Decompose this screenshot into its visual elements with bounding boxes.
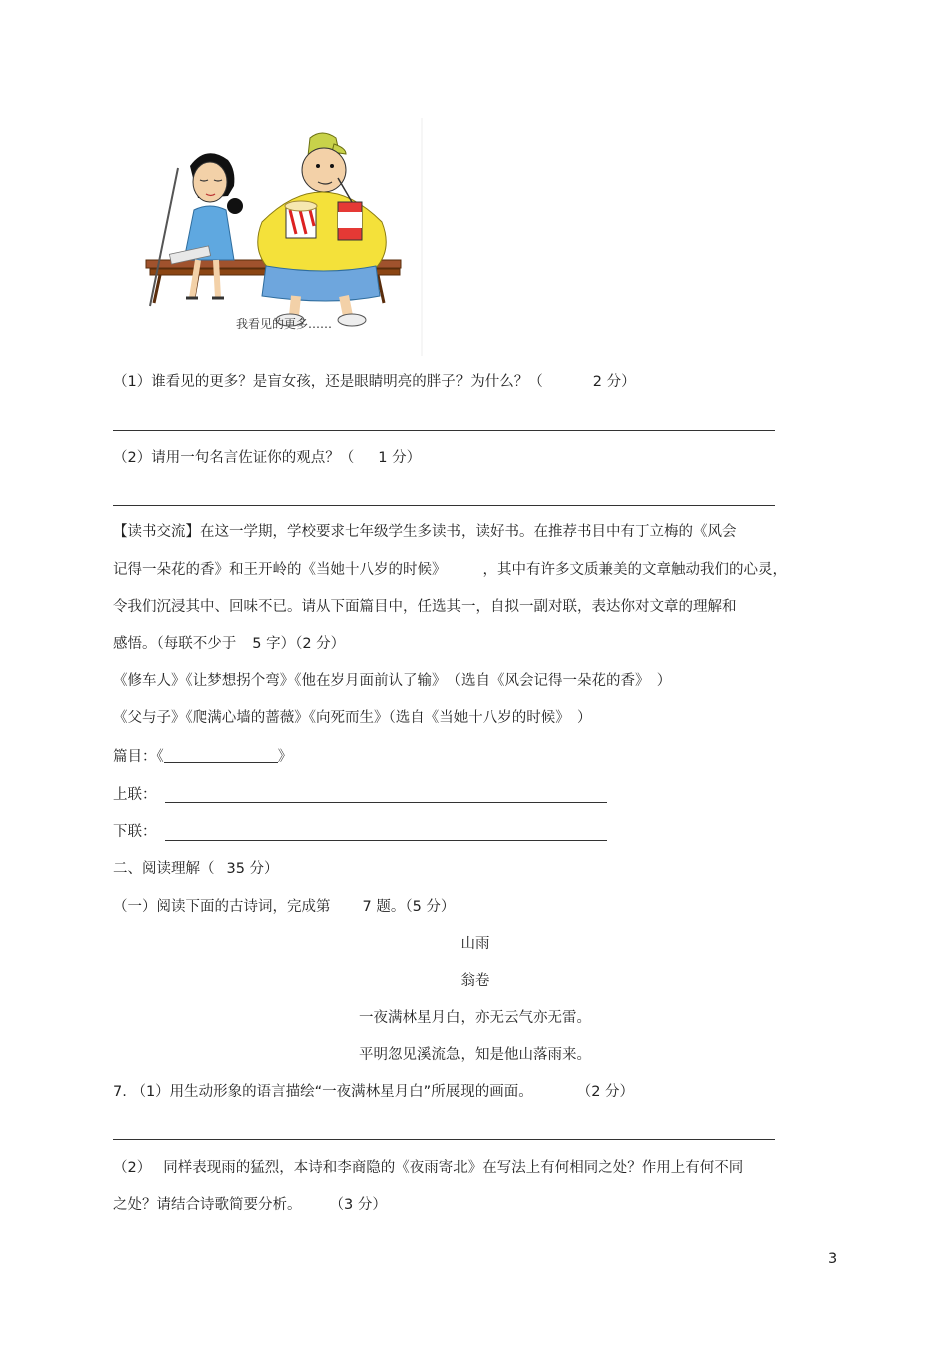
question-2 xyxy=(113,449,421,467)
section-2-score: 35 分） xyxy=(226,861,279,877)
section-2-title: 二、阅读理解（ xyxy=(113,861,215,877)
question-7-2-text-1: 同样表现雨的猛烈，本诗和李商隐的《夜雨寄北》在写法上有何相同之处？作用上有何不同 xyxy=(163,1160,744,1176)
question-1-text: （1）谁看见的更多？是盲女孩，还是眼睛明亮的胖子？为什么？（ xyxy=(113,374,543,390)
upper-couplet-label: 上联： xyxy=(113,787,157,803)
poem-author: 翁卷 xyxy=(460,973,490,989)
reading-line-4a: 感悟。（每联不少于 xyxy=(113,636,237,652)
question-7-1-text: 7. （1）用生动形象的语言描绘“一夜满林星月白”所展现的画面。 xyxy=(113,1084,533,1100)
reading-line-3: 令我们沉浸其中、回味不已。请从下面篇目中，任选其一，自拟一副对联，表达你对文章的理解和 xyxy=(113,599,737,615)
poem-title: 山雨 xyxy=(460,936,490,952)
title-close: 》 xyxy=(277,749,293,765)
book-list-1: 《修车人》《让梦想拐个弯》《他在岁月面前认了输》 （选自《风会记得一朵花的香》 ） xyxy=(113,673,672,689)
reading-line-2 xyxy=(113,561,787,579)
reading-line-4b: 5 字）（2 分） xyxy=(252,636,346,652)
part-1-instruction xyxy=(113,898,455,916)
question-1 xyxy=(113,373,636,391)
question-7-2-label: （2） xyxy=(113,1160,152,1176)
page-number: 3 xyxy=(828,1251,838,1267)
poem-line-2: 平明忽见溪流急，知是他山落雨来。 xyxy=(359,1047,591,1063)
question-1-score: 2 分） xyxy=(592,374,636,390)
answer-line-7-1[interactable] xyxy=(113,1139,775,1140)
blind-girl xyxy=(150,153,243,306)
title-field xyxy=(113,747,292,766)
title-label: 篇目：《 xyxy=(113,749,164,765)
poem-line-1: 一夜满林星月白，亦无云气亦无雷。 xyxy=(359,1010,591,1026)
book-list-2: 《父与子》《爬满心墙的蔷薇》《向死而生》（选自《当她十八岁的时候》 ） xyxy=(113,710,592,726)
question-7-1-score: （2 分） xyxy=(576,1084,635,1100)
answer-line-2[interactable] xyxy=(113,505,775,506)
title-blank[interactable] xyxy=(164,747,278,763)
question-7-2-score: （3 分） xyxy=(329,1197,387,1213)
part-1-text: （一）阅读下面的古诗词，完成第 xyxy=(113,899,331,915)
question-2-text: （2）请用一句名言佐证你的观点？（ xyxy=(113,450,355,466)
lower-couplet-label: 下联： xyxy=(113,824,157,840)
cartoon-caption: 我看见的更多…… xyxy=(236,317,333,331)
answer-line-1[interactable] xyxy=(113,430,775,431)
cartoon-illustration xyxy=(138,118,428,356)
reading-line-2b: ，其中有许多文质兼美的文章触动我们的心灵， xyxy=(482,562,787,578)
question-2-score: 1 分） xyxy=(378,450,422,466)
question-7-2-text-2: 之处？请结合诗歌简要分析。 xyxy=(113,1197,302,1213)
question-7-2-line-2 xyxy=(113,1196,387,1214)
reading-line-2a: 记得一朵花的香》和王开岭的《当她十八岁的时候》 xyxy=(113,562,447,578)
section-2-heading xyxy=(113,860,279,878)
part-1-rest: 7 题。（5 分） xyxy=(362,899,456,915)
question-7-2-line-1 xyxy=(113,1159,743,1177)
question-7-1 xyxy=(113,1083,634,1101)
reading-line-4 xyxy=(113,635,345,653)
lower-couplet-blank[interactable] xyxy=(165,840,607,841)
fat-man xyxy=(258,133,386,326)
reading-line-1: 【读书交流】在这一学期，学校要求七年级学生多读书，读好书。在推荐书目中有丁立梅的《风会 xyxy=(113,524,737,540)
upper-couplet-blank[interactable] xyxy=(165,802,607,803)
